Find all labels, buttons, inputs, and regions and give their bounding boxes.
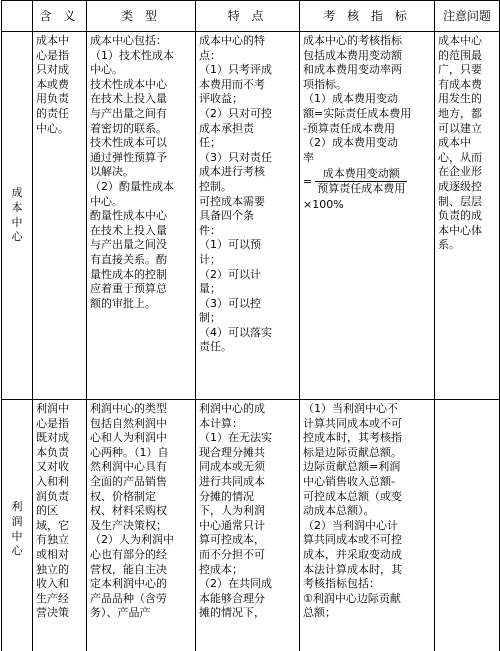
- text-line: ①利润中心边际贡献: [303, 591, 401, 605]
- text-line: 心: [11, 230, 23, 244]
- text-line: （2）成本费用变动: [303, 136, 398, 150]
- text-line: 利: [11, 500, 23, 514]
- text-line: （2）只对可控: [199, 106, 272, 120]
- text-line: 负责的成: [438, 209, 482, 223]
- text-line: 点：: [199, 48, 221, 62]
- text-line: 中心。: [36, 121, 69, 135]
- text-line: 用负责: [36, 92, 69, 106]
- text-line: 计；: [199, 252, 221, 266]
- text-line: 及生产决策权；: [90, 518, 167, 532]
- text-line: 量；: [199, 282, 221, 296]
- text-line: 成逐级控: [438, 179, 482, 193]
- header-meaning: 含 义: [33, 1, 87, 32]
- text-line: （4）可以落实: [199, 325, 272, 339]
- text-line: 务）、产品产: [90, 606, 151, 620]
- text-line: 在企业形: [438, 165, 482, 179]
- text-line: （2）当利润中心计: [303, 518, 398, 532]
- text-line: 本中心体: [438, 223, 482, 237]
- text-line: 系。: [438, 238, 460, 252]
- text-line: 中心。: [90, 194, 123, 208]
- indicators-cell: [300, 400, 435, 651]
- text-line: （3）可以控: [199, 296, 261, 310]
- text-line: 心和人为利润中: [90, 431, 167, 445]
- text-line: 着密切的联系。: [90, 121, 167, 135]
- header-notes: 注意问题: [435, 1, 500, 32]
- table-row-profit-center: [2, 400, 500, 651]
- text-line: 通过弹性预算予: [90, 150, 167, 164]
- text-line: 本费用而不考: [199, 77, 265, 91]
- text-line: 制；: [199, 311, 221, 325]
- text-line: 本: [11, 200, 23, 214]
- text-line: 成本，并采取变动成: [303, 547, 402, 561]
- header-row: [2, 1, 500, 32]
- header-corner: [2, 1, 33, 32]
- text-line: 可控成本总额（或变: [303, 489, 402, 503]
- text-line: （1）只考评成: [199, 63, 272, 77]
- types-cell: [87, 400, 196, 651]
- header-types: 类 型: [87, 1, 196, 32]
- text-line: 成本中心: [438, 34, 482, 47]
- text-line: 率: [303, 150, 314, 164]
- text-line: 营权，能自主决: [90, 562, 167, 576]
- text-line: 又对收: [36, 460, 69, 474]
- text-line: 用发生的: [438, 92, 482, 106]
- text-line: 动成本总额）。: [303, 504, 375, 518]
- text-line: 入和利: [36, 474, 69, 488]
- text-line: 而不分担不可: [199, 547, 265, 561]
- text-line: 全面的产品销售: [90, 474, 167, 488]
- text-line: （2）可以计: [199, 267, 261, 281]
- text-line: 成本中心的考核指标: [303, 34, 402, 47]
- formula-suffix: ×100%: [303, 198, 344, 212]
- text-line: 本或费: [36, 77, 69, 91]
- text-line: 与产出量之间有: [90, 106, 167, 120]
- meaning-cell: [33, 32, 87, 400]
- text-line: 可以建立: [438, 121, 482, 135]
- text-line: 域，它: [36, 518, 69, 532]
- text-line: 额=实际责任成本费用: [303, 106, 412, 120]
- text-line: 有成本费: [438, 77, 482, 91]
- formula-equals: =: [303, 174, 313, 188]
- text-line: 算共同成本或不可控: [303, 533, 402, 547]
- text-line: 润负责: [36, 489, 69, 503]
- text-line: 中心。: [90, 63, 123, 77]
- text-line: 成本中: [36, 34, 69, 47]
- text-line: 下，人为利润: [199, 504, 265, 518]
- text-line: 同成本或无须: [199, 460, 265, 474]
- text-line: 权、价格制定: [90, 489, 156, 503]
- text-line: 定本利润中心的: [90, 577, 167, 591]
- text-line: 总额；: [303, 606, 336, 620]
- table-row-cost-center: [2, 32, 500, 400]
- text-line: 本计算：: [199, 416, 243, 430]
- text-line: 本能够合理分: [199, 591, 265, 605]
- text-line: 心两种。（1）自: [90, 445, 169, 459]
- text-line: 任；: [199, 136, 221, 150]
- text-line: （2）在共同成: [199, 577, 272, 591]
- text-line: 包括成本费用变动额: [303, 48, 402, 62]
- text-line: （1）当利润中心不: [303, 402, 398, 415]
- text-line: 利润中心的类型: [90, 402, 167, 415]
- text-line: 量性成本的控制: [90, 267, 167, 281]
- text-line: 件：: [199, 223, 221, 237]
- text-line: 心是指: [36, 48, 69, 62]
- text-line: 心是指: [36, 416, 69, 430]
- text-line: 包括自然利润中: [90, 416, 167, 430]
- text-line: 在技术上投入量: [90, 92, 167, 106]
- text-line: 评收益；: [199, 92, 243, 106]
- text-line: 和成本费用变动率两: [303, 63, 402, 77]
- text-line: 算可控成本，: [199, 533, 265, 547]
- header-features: 特 点: [196, 1, 300, 32]
- text-line: 与产出量之间没: [90, 238, 167, 252]
- text-line: 或相对: [36, 547, 69, 561]
- text-line: 中: [11, 215, 23, 229]
- text-line: 本法计算成本时，其: [303, 562, 402, 576]
- formula-numerator: 成本费用变动额: [315, 167, 407, 182]
- text-line: 中: [11, 529, 23, 543]
- text-line: 中心通常只计: [199, 518, 265, 532]
- text-line: （2）人为利润中: [90, 533, 174, 547]
- text-line: 利润中: [36, 402, 69, 415]
- text-line: 成本进行考核: [199, 165, 265, 179]
- text-line: 生产经: [36, 591, 69, 605]
- text-line: 然利润中心具有: [90, 460, 167, 474]
- text-line: （1）技术性成本: [90, 48, 174, 62]
- text-line: 权、材料采购权: [90, 504, 167, 518]
- text-line: 广，只要: [438, 63, 482, 77]
- text-line: 成本中: [438, 136, 471, 150]
- text-line: 边际贡献总额=利润: [303, 460, 401, 474]
- category-cell: [2, 32, 33, 400]
- header-indicators: 考 核 指 标: [300, 1, 435, 32]
- features-cell: [196, 400, 300, 651]
- notes-cell: [435, 32, 500, 400]
- text-line: 成: [11, 186, 23, 200]
- text-line: （1）可以预: [199, 238, 261, 252]
- text-line: 以解决。: [90, 165, 134, 179]
- text-line: （2）酌量性成本: [90, 179, 174, 193]
- text-line: 成本承担责: [199, 121, 254, 135]
- text-line: 心，从而: [438, 150, 482, 164]
- variance-rate-formula: [300, 165, 434, 196]
- text-line: 在技术上投入量: [90, 223, 167, 237]
- text-line: 额的审批上。: [90, 296, 156, 310]
- text-line: 地方，都: [438, 106, 482, 120]
- text-line: 润: [11, 514, 23, 528]
- text-line: 中心销售收入总额-: [303, 474, 395, 488]
- formula-fraction: [315, 167, 407, 196]
- text-line: 营决策: [36, 606, 69, 620]
- text-line: （3）只对责任: [199, 150, 272, 164]
- text-line: 独立的: [36, 562, 69, 576]
- text-line: 应着重于预算总: [90, 282, 167, 296]
- text-line: 技术性成本中心: [90, 77, 167, 91]
- text-line: 的区: [36, 504, 58, 518]
- text-line: 成本中心包括：: [90, 34, 167, 47]
- text-line: 的范围最: [438, 48, 482, 62]
- text-line: 技术性成本可以: [90, 136, 167, 150]
- text-line: 心也有部分的经: [90, 547, 167, 561]
- text-line: 本负责: [36, 445, 69, 459]
- features-cell: [196, 32, 300, 400]
- text-line: -预算责任成本费用: [303, 121, 395, 135]
- text-line: （1）在无法实: [199, 431, 272, 445]
- text-line: 标是边际贡献总额。: [303, 445, 402, 459]
- text-line: 的责任: [36, 106, 69, 120]
- notes-cell: [435, 400, 500, 651]
- text-line: 只对成: [36, 63, 69, 77]
- text-line: 可控成本需要: [199, 194, 265, 208]
- text-line: 心: [11, 544, 23, 558]
- text-line: 成本中心的特: [199, 34, 265, 47]
- text-line: 考核指标包括：: [303, 577, 380, 591]
- text-line: 现合理分摊共: [199, 445, 265, 459]
- text-line: 有直接关系。酌: [90, 252, 167, 266]
- category-label: [2, 186, 32, 244]
- types-cell: [87, 32, 196, 400]
- text-line: 控制。: [199, 179, 232, 193]
- text-line: 既对成: [36, 431, 69, 445]
- text-line: 摊的情况下，: [199, 606, 265, 620]
- formula-denominator: 预算责任成本费用: [317, 182, 406, 196]
- text-line: 计算共同成本或不可: [303, 416, 402, 430]
- responsibility-center-table: [1, 0, 500, 651]
- text-line: 分摊的情况: [199, 489, 254, 503]
- text-line: 责任。: [199, 340, 232, 354]
- text-line: 利润中心的成: [199, 402, 265, 415]
- text-line: 进行共同成本: [199, 474, 265, 488]
- text-line: 制、层层: [438, 194, 482, 208]
- text-line: 具备四个条: [199, 209, 254, 223]
- text-line: 有独立: [36, 533, 69, 547]
- text-line: 收入和: [36, 577, 69, 591]
- category-cell: [2, 400, 33, 651]
- meaning-cell: [33, 400, 87, 651]
- text-line: 产品品种（含劳: [90, 591, 167, 605]
- indicators-cell: [300, 32, 435, 400]
- text-line: （1）成本费用变动: [303, 92, 398, 106]
- text-line: 项指标。: [303, 77, 347, 91]
- category-label: [2, 500, 32, 558]
- text-line: 控成本时，其考核指: [303, 431, 402, 445]
- text-line: 控成本；: [199, 562, 243, 576]
- text-line: 酌量性成本中心: [90, 209, 167, 223]
